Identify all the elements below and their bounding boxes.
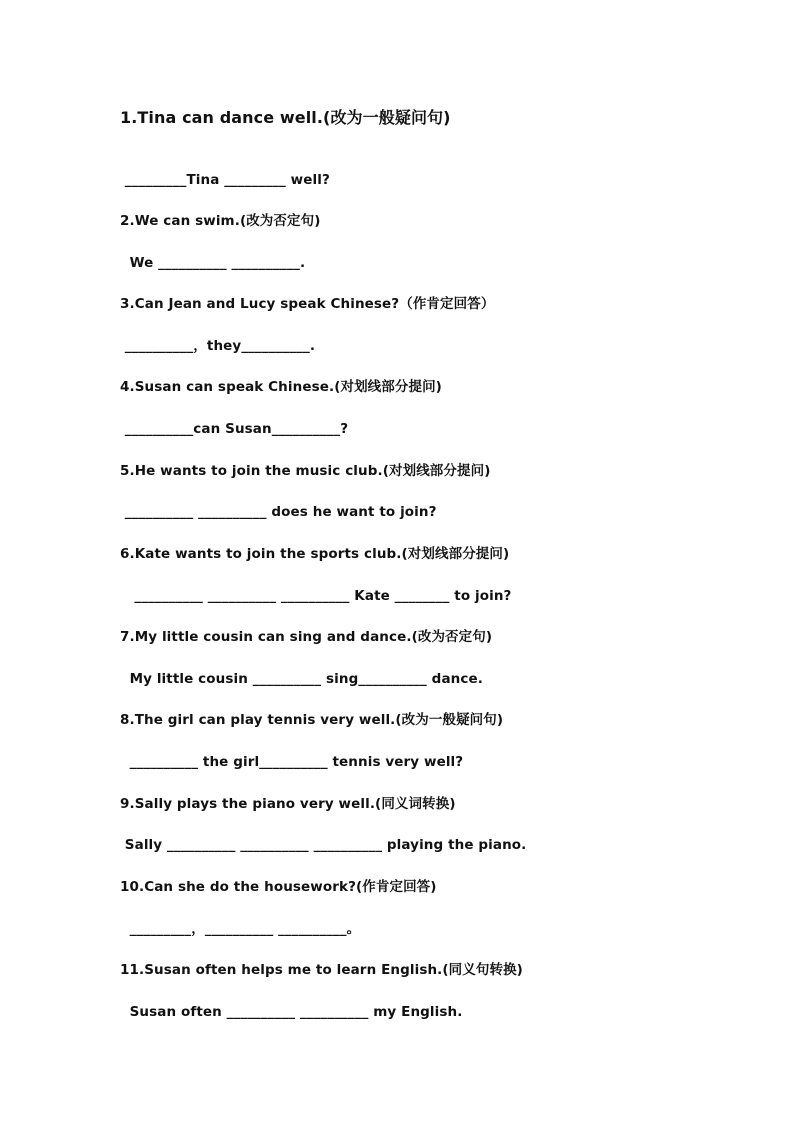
answer-line-8: __________ the girl__________ tennis very well?	[120, 754, 464, 770]
question-9: 9.Sally plays the piano very well.(同义词转换)	[120, 796, 456, 812]
question-10: 10.Can she do the housework?(作肯定回答)	[120, 879, 437, 895]
question-6: 6.Kate wants to join the sports club.(对划线部分提问)	[120, 546, 510, 562]
answer-line-3: __________，they__________.	[120, 338, 316, 354]
answer-line-7: My little cousin __________ sing__________ dance.	[120, 671, 483, 687]
answer-line-2: We __________ __________.	[120, 255, 306, 271]
question-4: 4.Susan can speak Chinese.(对划线部分提问)	[120, 379, 442, 395]
question-2: 2.We can swim.(改为否定句)	[120, 213, 321, 229]
question-5: 5.He wants to join the music club.(对划线部分提问)	[120, 463, 491, 479]
answer-line-11: Susan often __________ __________ my English.	[120, 1004, 463, 1020]
answer-line-6: __________ __________ __________ Kate ________ to join?	[120, 588, 512, 604]
question-1: 1.Tina can dance well.(改为一般疑问句)	[120, 108, 451, 127]
question-8: 8.The girl can play tennis very well.(改为一般疑问句)	[120, 712, 504, 728]
answer-line-1: _________Tina _________ well?	[120, 172, 330, 188]
answer-line-4: __________can Susan__________?	[120, 421, 349, 437]
question-3: 3.Can Jean and Lucy speak Chinese?（作肯定回答）	[120, 296, 495, 312]
answer-line-10: _________，__________ __________。	[120, 921, 361, 937]
question-11: 11.Susan often helps me to learn English.(同义句转换)	[120, 962, 523, 978]
question-7: 7.My little cousin can sing and dance.(改为否定句)	[120, 629, 493, 645]
answer-line-5: __________ __________ does he want to join?	[120, 504, 437, 520]
answer-line-9: Sally __________ __________ __________ playing the piano.	[120, 837, 527, 853]
